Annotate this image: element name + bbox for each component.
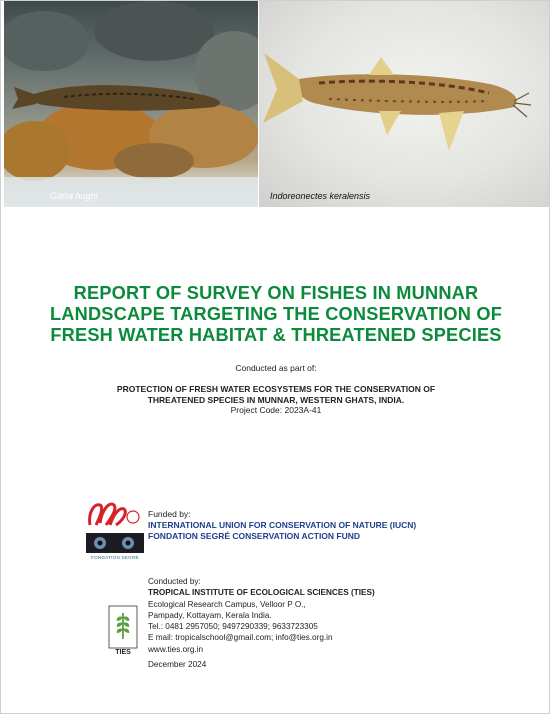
title-line-3: FRESH WATER HABITAT & THREATENED SPECIES (50, 325, 502, 345)
ties-leaf-icon (108, 605, 138, 649)
address-line-2: Pampady, Kottayam, Kerala India. (148, 610, 272, 620)
caption-garra-hughi: Garra hughi (50, 191, 98, 201)
funded-by-block (148, 509, 416, 542)
institute-name: TROPICAL INSTITUTE OF ECOLOGICAL SCIENCES (TIES) (148, 588, 375, 598)
website: www.ties.org.in (148, 644, 204, 654)
conducted-by-label: Conducted by: (148, 577, 201, 586)
photo-garra-hughi (4, 1, 258, 207)
photo-indoreonectes-keralensis (259, 1, 549, 207)
project-name-line-1: PROTECTION OF FRESH WATER ECOSYSTEMS FOR THE CONSERVATION OF (116, 384, 436, 394)
email: E mail: tropicalschool@gmail.com; info@ties.org.in (148, 633, 333, 643)
telephone: Tel.: 0481 2957050; 9497290339; 9633723305 (148, 622, 318, 632)
conducted-by-block (148, 576, 375, 670)
title-line-2: LANDSCAPE TARGETING THE CONSERVATION OF (49, 304, 503, 324)
report-date: December 2024 (148, 660, 207, 670)
project-name-line-2: THREATENED SPECIES IN MUNNAR, WESTERN GHATS, INDIA. (147, 394, 405, 405)
funded-by-label: Funded by: (148, 509, 191, 519)
funder-iucn: INTERNATIONAL UNION FOR CONSERVATION OF NATURE (IUCN) (148, 520, 417, 530)
conducted-as-part-of: Conducted as part of: (235, 363, 317, 373)
segre-logo-text: FONDATION SEGRE (91, 555, 139, 560)
project-block (1, 384, 550, 416)
title-line-1: REPORT OF SURVEY ON FISHES IN MUNNAR (73, 283, 479, 303)
report-title (21, 283, 531, 346)
funder-logos (86, 495, 144, 565)
address-line-1: Ecological Research Campus, Velloor P O., (148, 599, 306, 609)
project-code: Project Code: 2023A-41 (230, 405, 322, 415)
indoreonectes-keralensis-image (259, 1, 549, 207)
ties-logo-text: TIES (115, 649, 131, 656)
garra-hughi-image (4, 1, 258, 207)
ties-logo (108, 605, 138, 661)
caption-indoreonectes-keralensis: Indoreonectes keralensis (270, 191, 371, 201)
funder-segre: FONDATION SEGRÉ CONSERVATION ACTION FUND (148, 531, 361, 541)
